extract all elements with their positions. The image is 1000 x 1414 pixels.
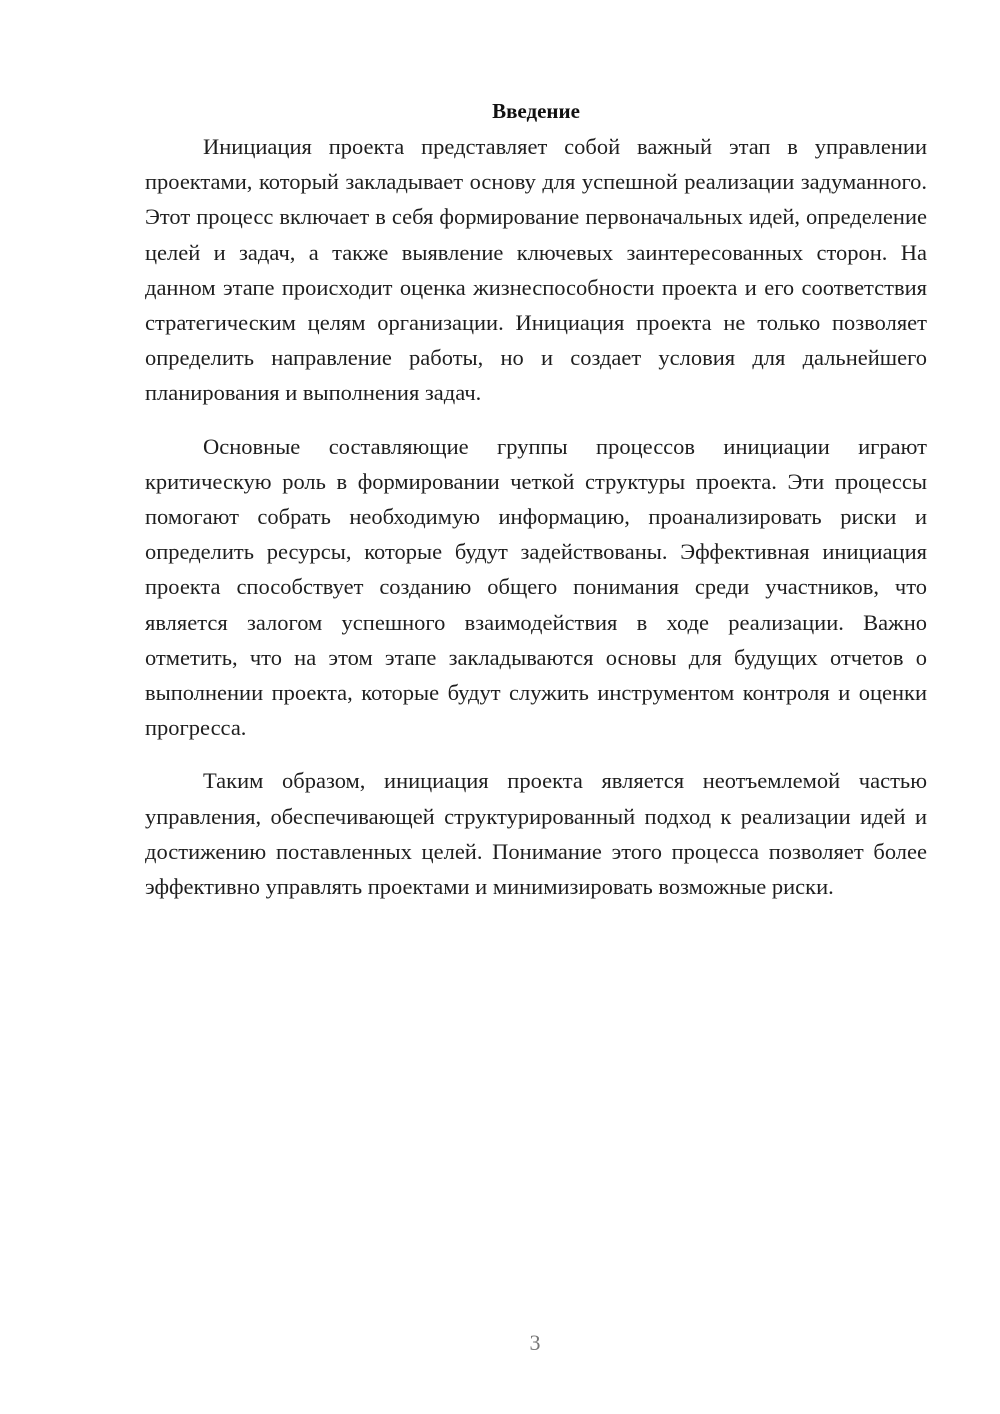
page-number: 3	[529, 1330, 541, 1355]
paragraph-1: Инициация проекта представляет собой важный этап в управлении проектами, который закладывает основу для успешной реализации задуманного. Этот процесс включает в себя формирование первоначальных идей, определение целей и задач, а также выявление ключевых заинтересованных сторон. На данном этапе происходит оценка жизнеспособности проекта и его соответствия стратегическим целям организации. Инициация проекта не только позволяет определить направление работы, но и создает условия для дальнейшего планирования и выполнения задач.	[145, 134, 927, 406]
document-body	[145, 94, 927, 904]
section-title: Введение	[492, 99, 580, 123]
paragraph-2: Основные составляющие группы процессов инициации играют критическую роль в формировании четкой структуры проекта. Эти процессы помогают собрать необходимую информацию, проанализировать риски и определить ресурсы, которые будут задействованы. Эффективная инициация проекта способствует созданию общего понимания среди участников, что является залогом успешного взаимодействия в ходе реализации. Важно отметить, что на этом этапе закладываются основы для будущих отчетов о выполнении проекта, которые будут служить инструментом контроля и оценки прогресса.	[145, 433, 927, 741]
paragraph-3: Таким образом, инициация проекта является неотъемлемой частью управления, обеспечивающей структурированный подход к реализации идей и достижению поставленных целей. Понимание этого процесса позволяет более эффективно управлять проектами и минимизировать возможные риски.	[145, 768, 927, 900]
